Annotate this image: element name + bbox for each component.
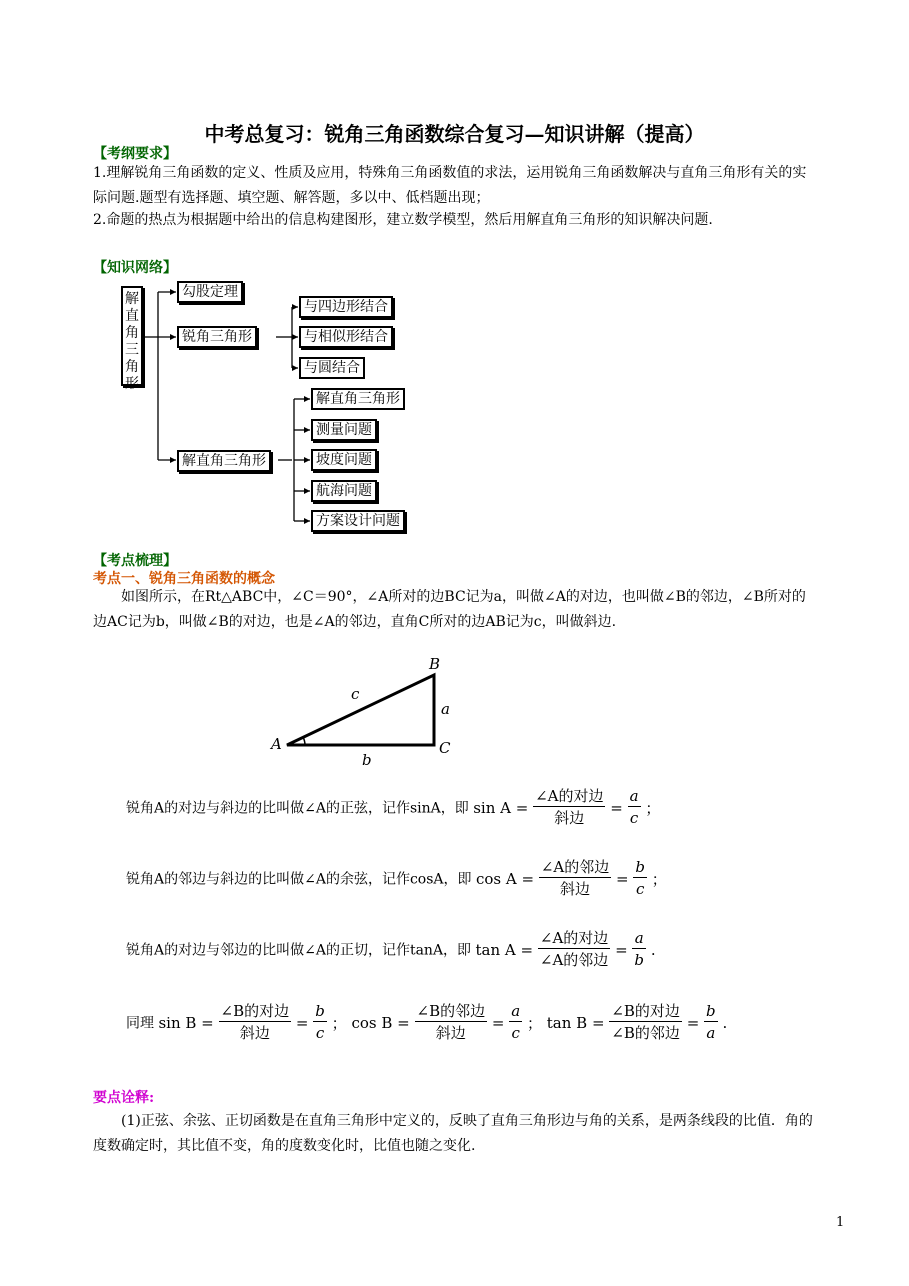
node-ruijiao: 锐角三角形 bbox=[177, 326, 257, 348]
requirement-1: 1.理解锐角三角函数的定义、性质及应用，特殊角三角函数值的求法，运用锐角三角函数解决与直角三角形有关的实际问题.题型有选择题、填空题、解答题，多以中、低档题出现； bbox=[93, 165, 807, 206]
node-hanghai: 航海问题 bbox=[311, 480, 377, 502]
sin-a-rden: c bbox=[629, 809, 639, 827]
section-kaogang: 【考纲要求】 bbox=[93, 146, 177, 162]
tan-b-num: ∠B的对边 bbox=[611, 1002, 680, 1020]
tan-a-row bbox=[126, 928, 656, 971]
sin-b-formula bbox=[158, 1002, 351, 1042]
vertex-b: B bbox=[429, 655, 441, 673]
b-formulas-row bbox=[126, 1001, 727, 1044]
sin-a-text: 锐角A的对边与斜边的比叫做∠A的正弦，记作sinA，即 bbox=[126, 800, 469, 817]
cos-a-eq: = bbox=[616, 869, 629, 888]
sin-a-rnum: a bbox=[629, 787, 639, 805]
node-gougu: 勾股定理 bbox=[177, 281, 243, 303]
node-fangan: 方案设计问题 bbox=[311, 510, 405, 532]
cos-a-end: ； bbox=[651, 870, 667, 888]
tan-a-text: 锐角A的对边与邻边的比叫做∠A的正切，记作tanA，即 bbox=[126, 942, 472, 959]
cos-b-rden: c bbox=[511, 1024, 520, 1042]
cos-a-formula bbox=[475, 858, 667, 898]
root-char: 形 bbox=[125, 376, 139, 392]
cos-a-den: 斜边 bbox=[560, 880, 591, 898]
notes-heading: 要点诠释: bbox=[93, 1090, 155, 1106]
node-yuan: 与圆结合 bbox=[299, 357, 365, 379]
side-a: a bbox=[441, 700, 450, 718]
cos-b-lhs: cos B = bbox=[351, 1013, 410, 1032]
sin-a-formula bbox=[473, 787, 661, 827]
root-char: 直 bbox=[125, 308, 139, 324]
page-title: 中考总复习：锐角三角函数综合复习—知识讲解（提高） bbox=[204, 122, 705, 146]
sin-b-den: 斜边 bbox=[239, 1024, 270, 1042]
sin-b-rden: c bbox=[315, 1024, 325, 1042]
tan-a-lhs: tan A = bbox=[475, 940, 534, 959]
node-xiangsi: 与相似形结合 bbox=[299, 326, 393, 348]
kaodian1-intro: 如图所示，在Rt△ABC中，∠C＝90°，∠A所对的边BC记为a，叫做∠A的对边，也叫做∠B的邻边，∠B所对的边AC记为b，叫做∠B的对边，也是∠A的邻边，直角C所对的边AB记为c，叫做斜边. bbox=[93, 589, 806, 630]
sin-a-eq: = bbox=[610, 798, 623, 817]
sin-a-end: ； bbox=[645, 799, 661, 817]
cos-b-rnum: a bbox=[511, 1002, 521, 1020]
network-root bbox=[121, 286, 143, 392]
tongli-text: 同理 bbox=[126, 1015, 154, 1032]
sin-a-lhs: sin A = bbox=[473, 798, 529, 817]
vertex-c: C bbox=[439, 739, 451, 757]
node-jiezhijiao: 解直角三角形 bbox=[177, 450, 271, 472]
sin-b-rnum: b bbox=[315, 1002, 325, 1020]
sin-b-end: ； bbox=[331, 1014, 347, 1032]
section-zhishi: 【知识网络】 bbox=[93, 260, 177, 276]
requirement-2: 2.命题的热点为根据题中给出的信息构建图形，建立数学模型，然后用解直角三角形的知识解决问题. bbox=[93, 212, 713, 228]
cos-a-row bbox=[126, 857, 667, 900]
tan-b-formula bbox=[546, 1002, 728, 1042]
root-char: 角 bbox=[125, 359, 139, 375]
tan-a-rnum: a bbox=[632, 928, 646, 949]
cos-a-lhs: cos A = bbox=[475, 869, 535, 888]
sin-b-eq: = bbox=[295, 1013, 309, 1032]
side-c: c bbox=[351, 685, 360, 703]
tan-a-den: ∠A的邻边 bbox=[539, 951, 609, 969]
sin-a-num: ∠A的对边 bbox=[535, 787, 604, 805]
cos-a-num: ∠A的邻边 bbox=[540, 858, 610, 876]
triangle-abc bbox=[287, 675, 434, 745]
cos-b-eq: = bbox=[491, 1013, 505, 1032]
side-b: b bbox=[362, 751, 372, 769]
tan-a-eq: = bbox=[615, 940, 628, 959]
sin-b-num: ∠B的对边 bbox=[220, 1002, 290, 1020]
cos-b-den: 斜边 bbox=[435, 1024, 466, 1042]
tan-b-eq: = bbox=[686, 1013, 700, 1032]
tan-b-rden: a bbox=[706, 1024, 716, 1042]
section-kaodian: 【考点梳理】 bbox=[93, 553, 177, 569]
root-char: 角 bbox=[125, 325, 139, 341]
root-char: 三 bbox=[125, 342, 139, 358]
cos-b-formula bbox=[351, 1002, 546, 1042]
sin-a-den: 斜边 bbox=[554, 809, 585, 827]
sin-a-row bbox=[126, 786, 660, 829]
cos-a-text: 锐角A的邻边与斜边的比叫做∠A的余弦，记作cosA，即 bbox=[126, 871, 472, 888]
knowledge-network bbox=[118, 280, 418, 540]
page-number: 1 bbox=[836, 1215, 845, 1230]
cos-a-rden: c bbox=[635, 880, 645, 898]
cos-b-num: ∠B的邻边 bbox=[416, 1002, 486, 1020]
notes-p1: (1)正弦、余弦、正切函数是在直角三角形中定义的，反映了直角三角形边与角的关系，是两条线段的比值．角的度数确定时，其比值不变，角的度数变化时，比值也随之变化. bbox=[93, 1113, 813, 1154]
node-podu: 坡度问题 bbox=[311, 449, 377, 471]
vertex-a: A bbox=[271, 735, 282, 753]
node-sibianxing: 与四边形结合 bbox=[299, 296, 393, 318]
node-celiang: 测量问题 bbox=[311, 419, 377, 441]
tan-b-rnum: b bbox=[706, 1002, 716, 1020]
root-char: 解 bbox=[125, 291, 139, 307]
kaodian1-heading: 考点一、锐角三角函数的概念 bbox=[93, 571, 275, 587]
node-b-jiezhijiao: 解直角三角形 bbox=[311, 388, 405, 410]
cos-a-rnum: b bbox=[635, 858, 645, 876]
tan-b-end: . bbox=[722, 1013, 728, 1032]
cos-b-end: ； bbox=[526, 1014, 542, 1032]
tan-b-lhs: tan B = bbox=[546, 1013, 605, 1032]
tan-a-formula bbox=[475, 929, 656, 969]
triangle-figure bbox=[265, 650, 465, 775]
tan-a-end: . bbox=[650, 940, 656, 959]
tan-b-den: ∠B的邻边 bbox=[611, 1024, 680, 1042]
tan-a-num: ∠A的对边 bbox=[539, 929, 609, 947]
sin-b-lhs: sin B = bbox=[158, 1013, 214, 1032]
tan-a-rden: b bbox=[634, 951, 645, 969]
